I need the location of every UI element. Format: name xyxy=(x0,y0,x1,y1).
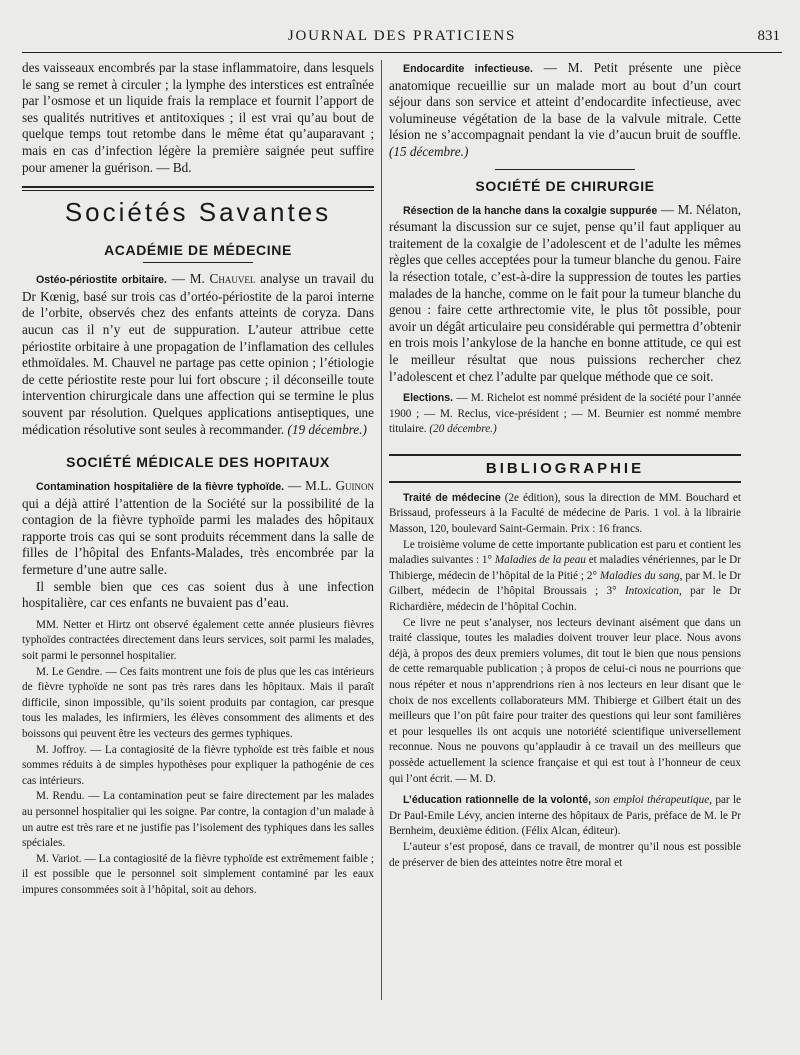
hopitaux-heading-text: SOCIÉTÉ MÉDICALE DES HOPITAUX xyxy=(66,454,330,471)
heading-underline xyxy=(143,262,253,263)
education-article xyxy=(389,793,741,840)
osteo-date: (19 décembre.) xyxy=(287,421,367,437)
academie-heading xyxy=(22,242,374,263)
traite-contents-g: , par le Dr Richardière, médecin de l’hôpital Cochin. xyxy=(389,585,741,614)
education-sub: son emploi thérapeutique, xyxy=(594,794,713,807)
traite-contents xyxy=(389,538,741,616)
chirurgie-heading-text: SOCIÉTÉ DE CHIRURGIE xyxy=(475,177,655,194)
chirurgie-heading xyxy=(389,178,741,194)
education-p2: L’auteur s’est proposé, dans ce travail, de montrer qu’il nous est possible de préserver de bien des atteintes notre être moral et xyxy=(389,840,741,869)
resection-title: Résection de la hanche dans la coxalgie suppurée xyxy=(403,204,658,217)
intro-paragraph: des vaisseaux encombrés par la stase inflammatoire, dans lesquels le sang se remet à circuler ; la lymphe des interstices est entraînée par l’osmose et un liquide frais la remplace et fournit l’apport de ses qualités nutritives et antitoxiques ; il est vrai qu’au bout de quelque temps tout retombe dans le même état qu’auparavant ; mais en cas d’infection légère la première saignée peut suffire pour amener la guérison. — Bd. xyxy=(22,60,374,175)
bibliographie-heading: BIBLIOGRAPHIE xyxy=(389,454,741,483)
traite-contents-d: Maladies du sang xyxy=(599,569,680,582)
page-number: 831 xyxy=(757,28,780,44)
left-column xyxy=(22,60,374,1050)
endo-title: Endocardite infectieuse. xyxy=(403,63,533,75)
traite-contents-e: , par M. le Dr Gilbert, médecin de l’hôpital Broussais ; 3° xyxy=(389,569,741,598)
hopitaux-heading xyxy=(22,454,374,470)
traite-review: Ce livre ne peut s’analyser, nos lecteurs devinant aisément que dans un traité classique, toutes les maladies doivent trouver leur place. Nous avons déjà, à propos des deux premiers volumes, dit tout le bien que nous pensions de cette remarquable publication ; à propos de celui-ci nous ne pourrions que nous répéter et nous n’apprendrions rien à nos lecteurs en leur disant que le choix de nos excellents collaborateurs MM. Thibierge et Gilbert était un des meilleurs que l’on pût faire pour traiter des questions qui leur sont familières et pour lesquelles ils ont acquis une notoriété scientifique universellement reconnue. Nous ne pouvons qu’applaudir à ce travail un des meilleurs que possède actuellement la science française et qui est tout à l’honneur de ceux qui l’ont écrit. — M. D. xyxy=(389,616,741,785)
contam-text: qui a déjà attiré l’attention de la Société sur la possibilité de la contagion de la fièvre typhoïde parmi les malades des hôpitaux rapporte trois cas qui se sont produits récemment dans la salle de filles de l’hôpital des Enfants-Malades, très encombrée par la fermeture d’une autre salle. xyxy=(22,495,374,578)
contam-article xyxy=(22,478,374,579)
traite-contents-c: et maladies vénériennes, par le Dr Thibierge, médecin de l’hôpital de la Pitié ; 2° xyxy=(389,554,741,582)
joffroy-paragraph: M. Joffroy. — La contagiosité de la fièvre typhoïde est très faible et nous sommes réduits à de simples hypothèses pour expliquer la pathogénie de ces cas intérieurs. xyxy=(22,743,374,787)
contam-author: — M.L. Guinon xyxy=(288,478,374,494)
resection-article xyxy=(389,202,741,386)
traite-title: Traité de médecine xyxy=(403,491,501,504)
elections-date: (20 décembre.) xyxy=(429,423,497,436)
osteo-text2: analyse un travail du Dr Kœnig, basé sur trois cas d’ortéo-périostite de la paroi interne de l’orbite, observés chez des enfants atteints de coryza. Dans aucun cas il n’y eut de suppuration. L’auteur attribue cette périostite orbitaire à une propagation de l’inflamation des cellules ethmoïdales. M. Chauvel ne partage pas cette opinion ; l’étiologie de cette périostite reste pour lui fort obscure ; il déconseille toute intervention chirurgicale dans une affection qui se termine le plus souvent par résolution. Quelques applications antiseptiques, une médication résolutive sont seules à recommander. xyxy=(22,271,374,437)
elections-text: — M. Richelot est nommé président de la société pour l’année 1900 ; — M. Reclus, vice-président ; — M. Beurnier est nommé membre titulaire. xyxy=(389,392,741,436)
endo-date: (15 décembre.) xyxy=(389,143,469,159)
column-divider xyxy=(381,60,382,1000)
osteo-text1: — M. xyxy=(171,271,205,287)
rendu-paragraph: M. Rendu. — La contamination peut se faire directement par les malades au personnel hospitalier qui les soigne. Par contre, la contagion d’un malade à un autre est très rare et ne justifie pas l’isolement des typhiques dans les salles spéciales. xyxy=(22,790,374,850)
education-text: par le Dr Paul-Emile Lévy, ancien interne des hôpitaux de Paris, préface de M. le Pr Bernheim, deuxième édition. (Félix Alcan, éditeur). xyxy=(389,794,741,838)
endo-article xyxy=(389,60,741,161)
variot-paragraph: M. Variot. — La contagiosité de la fièvre typhoïde est extrêmement faible ; il est possible que le personnel soit simplement contaminé par les eaux impures consommées soit à l’hôpital, soit au dehors. xyxy=(22,852,374,896)
contam-title: Contamination hospitalière de la fièvre typhoïde. xyxy=(36,481,285,494)
right-column xyxy=(389,60,741,1050)
resection-text: — M. Nélaton, résumant la discussion sur ce sujet, pense qu’il faut appliquer au traitement de la coxalgie de l’adolescent et de l’adulte les mêmes règles que celles acceptées pour la tumeur blanche du genou. Faire la résection totale, c’est-à-dire la suppression de toutes les parties malades de la hanche, comme on le fait pour la tumeur blanche du genou : faire cette arthrectomie vite, le plus tôt possible, pour avoir un dégât articulaire peu considérable qui permettra d’obtenir en trois mois l’ankylose de la hanche en bonne attitude, ce qui est le meilleur résultat que nous puissions rechercher chez l’adolescent et chez l’adulte par quelque méthode que ce soit. xyxy=(389,201,741,384)
traite-contents-f: Intoxication xyxy=(624,585,679,598)
endo-text: — M. Petit présente une pièce anatomique recueillie sur un malade mort au bout d’un court séjour dans son service et atteint d’endocardite infectieuse, avec volumineuse végétation de la base de la valvule mitrale. Cette lésion ne s’accompagnait pendant la vie d’aucun bruit de souffle. xyxy=(389,60,741,143)
traite-contents-b: Maladies de la peau xyxy=(494,554,586,567)
legendre-paragraph: M. Le Gendre. — Ces faits montrent une fois de plus que les cas intérieurs de fièvre typhoïde ne sont pas très rares dans les hôpitaux. Mais il paraît difficile, sinon impossible, qu’ils soient produits par contagion, car presque tous les malades, les infirmiers, les élèves consomment des aliments et des boissons qui peuvent être les vecteurs des germes typhiques. xyxy=(22,665,374,740)
traite-text: (2e édition), sous la direction de MM. Bouchard et Brissaud, professeurs à la Faculté de médecine de Paris. 1 vol. à la librairie Masson, 120, boulevard Saint-Germain. Prix : 16 francs. xyxy=(389,491,741,536)
journal-title: JOURNAL DES PRATICIENS xyxy=(287,28,517,44)
education-title: L’éducation rationnelle de la volonté, xyxy=(403,794,592,807)
running-head xyxy=(22,22,782,53)
elections-paragraph xyxy=(389,391,741,438)
traite-contents-a: Le troisième volume de cette importante publication est paru et contient les maladies suivantes : 1° xyxy=(389,538,741,567)
traite-article xyxy=(389,491,741,538)
osteo-title: Ostéo-périostite orbitaire. xyxy=(36,274,167,287)
section-rule xyxy=(22,186,374,191)
osteo-article xyxy=(22,271,374,438)
big-heading: Sociétés Savantes xyxy=(64,197,332,228)
netter-paragraph: MM. Netter et Hirtz ont observé également cette année plusieurs fièvres typhoïdes contractées directement dans leurs services, soit parmi les malades, soit parmi le personnel hospitalier. xyxy=(22,618,374,663)
osteo-author: Chauvel xyxy=(209,271,256,287)
short-rule xyxy=(495,169,635,170)
contam-text2: Il semble bien que ces cas soient dus à une infection hospitalière, car ces enfants ne buvaient pas d’eau. xyxy=(22,578,374,611)
academie-heading-text: ACADÉMIE DE MÉDECINE xyxy=(104,242,292,259)
elections-title: Elections. xyxy=(403,392,454,405)
